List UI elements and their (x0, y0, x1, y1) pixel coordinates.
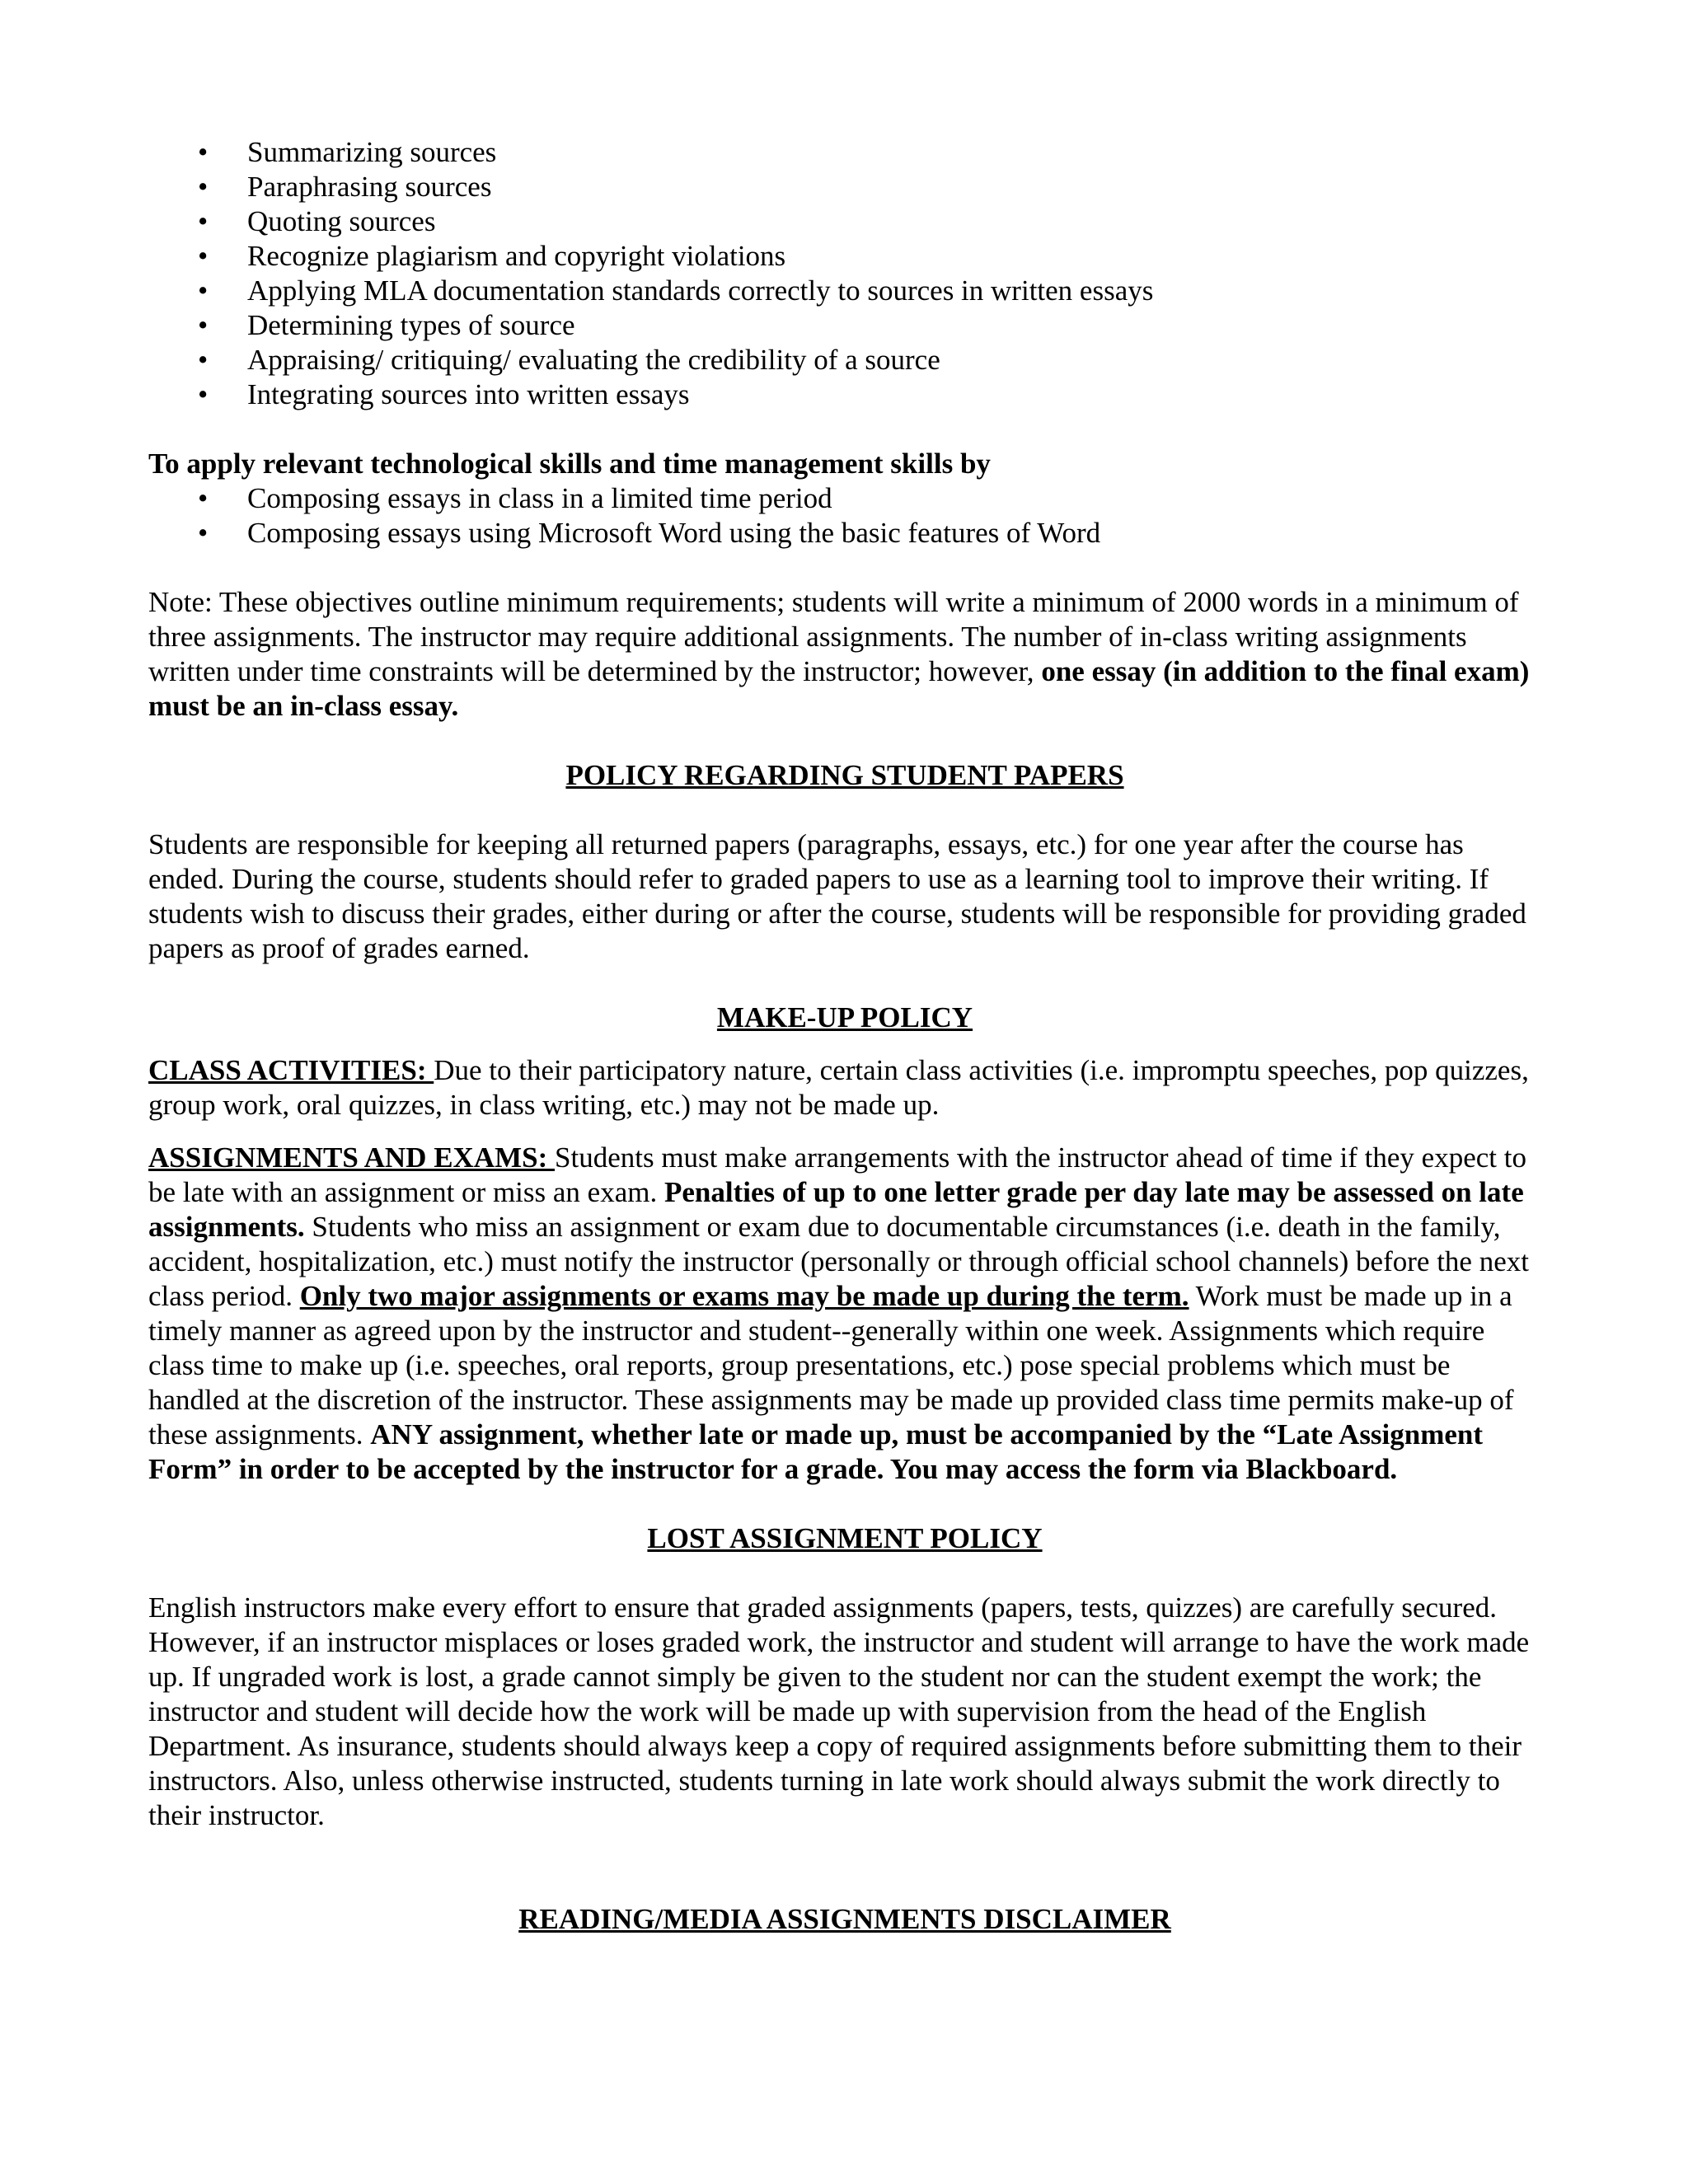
makeup-policy-heading: MAKE-UP POLICY (716, 1001, 973, 1033)
list-item: • Quoting sources (198, 205, 436, 237)
bullet-icon: • (198, 482, 209, 514)
note-paragraph: Note: These objectives outline minimum requirements; students will write a minimum of 2000 words in a minimum of three assignments. The instructor may require additional assignments. The number of in-class writing assignments written under time constraints will be determined by the instructor; however, one essay (in addition to the final exam) must be an in-class essay. (148, 586, 1530, 722)
list-item: • Applying MLA documentation standards correctly to sources in written essays (198, 274, 1154, 307)
list-item: • Integrating sources into written essays (198, 378, 690, 410)
bullet-icon: • (198, 136, 209, 168)
lost-assignment-paragraph: English instructors make every effort to ensure that graded assignments (papers, tests, quizzes) are carefully secured. However, if an instructor misplaces or loses graded work, the instructor and student will arrange to have the work made up. If ungraded work is lost, a grade cannot simply be given to the student nor can the student exempt the work; the instructor and student will decide how the work will be made up with supervision from the head of the English Department. As insurance, students should always keep a copy of required assignments before submitting them to their instructors. Also, unless otherwise instructed, students turning in late work should always submit the work directly to their instructor. (148, 1591, 1530, 1831)
list-item: • Appraising/ critiquing/ evaluating the credibility of a source (198, 344, 940, 376)
bullet-icon: • (198, 309, 209, 341)
bullet-icon: • (198, 240, 209, 272)
reading-media-heading: READING/MEDIA ASSIGNMENTS DISCLAIMER (518, 1903, 1171, 1935)
list-item: • Composing essays using Microsoft Word using the basic features of Word (198, 517, 1101, 549)
lost-assignment-heading: LOST ASSIGNMENT POLICY (647, 1522, 1043, 1554)
list-item: • Composing essays in class in a limited time period (198, 482, 832, 514)
bullet-icon: • (198, 344, 209, 376)
tech-bullet-list (148, 481, 1541, 551)
list-item: • Recognize plagiarism and copyright violations (198, 240, 786, 272)
class-activities-paragraph: CLASS ACTIVITIES: Due to their participatory nature, certain class activities (i.e. impromptu speeches, pop quizzes, group work, oral quizzes, in class writing, etc.) may not be made up. (148, 1054, 1529, 1121)
bullet-icon: • (198, 517, 209, 549)
list-item: • Summarizing sources (198, 136, 497, 168)
tech-skills-heading: To apply relevant technological skills and time management skills by (148, 448, 991, 480)
list-item: • Paraphrasing sources (198, 171, 492, 203)
bullet-icon: • (198, 274, 209, 307)
assignments-exams-label: ASSIGNMENTS AND EXAMS: (148, 1141, 555, 1174)
policy-papers-heading: POLICY REGARDING STUDENT PAPERS (565, 759, 1124, 791)
bullet-icon: • (198, 171, 209, 203)
bullet-icon: • (198, 205, 209, 237)
class-activities-label: CLASS ACTIVITIES: (148, 1054, 434, 1086)
bullet-icon: • (198, 378, 209, 410)
assignments-exams-paragraph: ASSIGNMENTS AND EXAMS: Students must make arrangements with the instructor ahead of time if they expect to be late with an assignment or miss an exam. Penalties of up to one letter grade per day late may be assessed on late assignments. Students who miss an assignment or exam due to documentable circumstances (i.e. death in the family, accident, hospitalization, etc.) must notify the instructor (personally or through official school channels) before the next class period. Only two major assignments or exams may be made up during the term. Work must be made up in a timely manner as agreed upon by the instructor and student--generally within one week. Assignments which require class time to make up (i.e. speeches, oral reports, group presentations, etc.) pose special problems which must be handled at the discretion of the instructor. These assignments may be made up provided class time permits make-up of these assignments. ANY assignment, whether late or made up, must be accompanied by the “Late Assignment Form” in order to be accepted by the instructor for a grade. You may access the form via Blackboard. (148, 1141, 1529, 1485)
sources-bullet-list (148, 135, 1541, 412)
policy-papers-paragraph: Students are responsible for keeping all returned papers (paragraphs, essays, etc.) for one year after the course has ended. During the course, students should refer to graded papers to use as a learning tool to improve their writing. If students wish to discuss their grades, either during or after the course, students will be responsible for providing graded papers as proof of grades earned. (148, 828, 1526, 964)
document-page (148, 135, 1541, 1937)
list-item: • Determining types of source (198, 309, 575, 341)
